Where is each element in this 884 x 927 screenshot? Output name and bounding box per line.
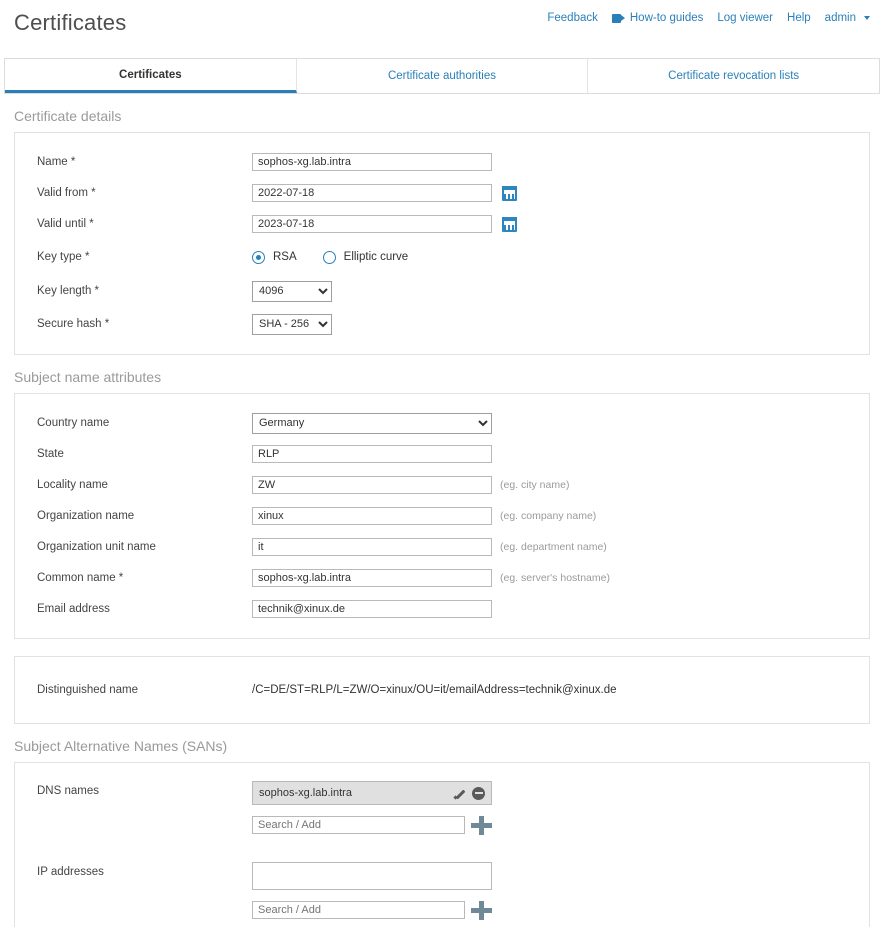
ip-search-add-input[interactable] [252, 901, 465, 919]
field-row-dns-names [15, 781, 869, 835]
organization-name-input[interactable] [252, 507, 492, 525]
edit-icon[interactable] [454, 787, 466, 799]
ip-addresses-listbox[interactable] [252, 862, 492, 890]
label-locality-name: Locality name [37, 479, 108, 491]
nav-log-viewer[interactable]: Log viewer [717, 12, 774, 24]
radio-rsa-label: RSA [273, 251, 297, 263]
valid-until-input[interactable] [252, 215, 492, 233]
valid-from-input[interactable] [252, 184, 492, 202]
dns-names-listbox [252, 781, 492, 805]
field-row-key-type [15, 240, 869, 274]
remove-icon[interactable] [472, 787, 485, 800]
label-dns-names: DNS names [37, 785, 99, 797]
organization-unit-name-input[interactable] [252, 538, 492, 556]
label-ip-addresses: IP addresses [37, 866, 104, 878]
radio-elliptic-curve[interactable] [323, 251, 336, 264]
section-title-sans: Subject Alternative Names (SANs) [14, 738, 228, 754]
label-name: Name * [37, 156, 76, 168]
panel-distinguished-name [14, 656, 870, 724]
tab-certificate-authorities[interactable]: Certificate authorities [297, 59, 589, 93]
hint-organization-name: (eg. company name) [500, 510, 597, 522]
field-row-valid-from [15, 178, 869, 208]
nav-how-to-guides[interactable] [612, 12, 704, 24]
dns-search-add-row [252, 815, 492, 835]
label-distinguished-name: Distinguished name [37, 684, 139, 696]
field-row-key-length [15, 275, 869, 307]
label-valid-from: Valid from * [37, 187, 96, 199]
locality-name-input[interactable] [252, 476, 492, 494]
field-row-common-name [15, 563, 869, 593]
calendar-icon-valid-until[interactable] [502, 217, 517, 232]
nav-feedback[interactable]: Feedback [547, 12, 598, 24]
field-row-name [15, 147, 869, 177]
panel-certificate-details [14, 132, 870, 355]
label-organization-name: Organization name [37, 510, 135, 522]
name-input[interactable] [252, 153, 492, 171]
label-state: State [37, 448, 64, 460]
nav-admin-menu[interactable] [825, 12, 870, 24]
label-country-name: Country name [37, 417, 110, 429]
label-email-address: Email address [37, 603, 110, 615]
panel-sans [14, 762, 870, 927]
nav-how-to-guides-label: How-to guides [629, 12, 704, 24]
field-row-state [15, 439, 869, 469]
label-secure-hash: Secure hash * [37, 318, 110, 330]
ip-addresses-empty-area [253, 863, 491, 889]
field-row-ip-addresses [15, 862, 869, 920]
dns-search-add-input[interactable] [252, 816, 465, 834]
calendar-icon-valid-from[interactable] [502, 186, 517, 201]
tab-certificates[interactable]: Certificates [5, 59, 297, 93]
field-row-country-name [15, 408, 869, 438]
label-key-length: Key length * [37, 285, 100, 297]
tab-certificate-revocation-lists[interactable]: Certificate revocation lists [588, 59, 879, 93]
hint-organization-unit-name: (eg. department name) [500, 541, 607, 553]
distinguished-name-value: /C=DE/ST=RLP/L=ZW/O=xinux/OU=it/emailAddress=technik@xinux.de [252, 684, 617, 696]
ip-search-add-row [252, 900, 492, 920]
dns-names-control [252, 781, 492, 835]
field-row-valid-until [15, 209, 869, 239]
label-organization-unit-name: Organization unit name [37, 541, 156, 553]
tab-bar [4, 58, 880, 94]
section-title-certificate-details: Certificate details [14, 108, 122, 124]
radio-rsa[interactable] [252, 251, 265, 264]
field-row-secure-hash [15, 308, 869, 340]
nav-admin-label: admin [824, 12, 856, 24]
key-type-radio-group [252, 251, 426, 264]
hint-common-name: (eg. server's hostname) [500, 572, 610, 584]
radio-elliptic-curve-label: Elliptic curve [343, 251, 409, 263]
video-camera-icon [612, 14, 625, 23]
country-name-select[interactable] [252, 413, 492, 434]
hint-locality-name: (eg. city name) [500, 479, 570, 491]
label-common-name: Common name * [37, 572, 124, 584]
field-row-organization-unit-name [15, 532, 869, 562]
state-input[interactable] [252, 445, 492, 463]
top-navigation [547, 12, 870, 24]
page-title: Certificates [14, 10, 127, 35]
dns-name-value: sophos-xg.lab.intra [259, 787, 352, 799]
list-item[interactable] [253, 782, 491, 804]
field-row-distinguished-name [15, 675, 869, 705]
section-title-subject-name-attributes: Subject name attributes [14, 369, 162, 385]
secure-hash-select[interactable] [252, 314, 332, 335]
nav-help[interactable]: Help [787, 12, 811, 24]
panel-subject-name-attributes [14, 393, 870, 639]
chevron-down-icon [864, 16, 870, 20]
dns-item-actions [454, 787, 485, 800]
field-row-email-address [15, 594, 869, 624]
email-address-input[interactable] [252, 600, 492, 618]
top-bar [0, 0, 884, 58]
field-row-locality-name [15, 470, 869, 500]
field-row-organization-name [15, 501, 869, 531]
add-ip-address-button[interactable] [471, 900, 491, 920]
label-valid-until: Valid until * [37, 218, 94, 230]
add-dns-name-button[interactable] [471, 815, 491, 835]
label-key-type: Key type * [37, 251, 90, 263]
key-length-select[interactable] [252, 281, 332, 302]
common-name-input[interactable] [252, 569, 492, 587]
ip-addresses-control [252, 862, 492, 920]
